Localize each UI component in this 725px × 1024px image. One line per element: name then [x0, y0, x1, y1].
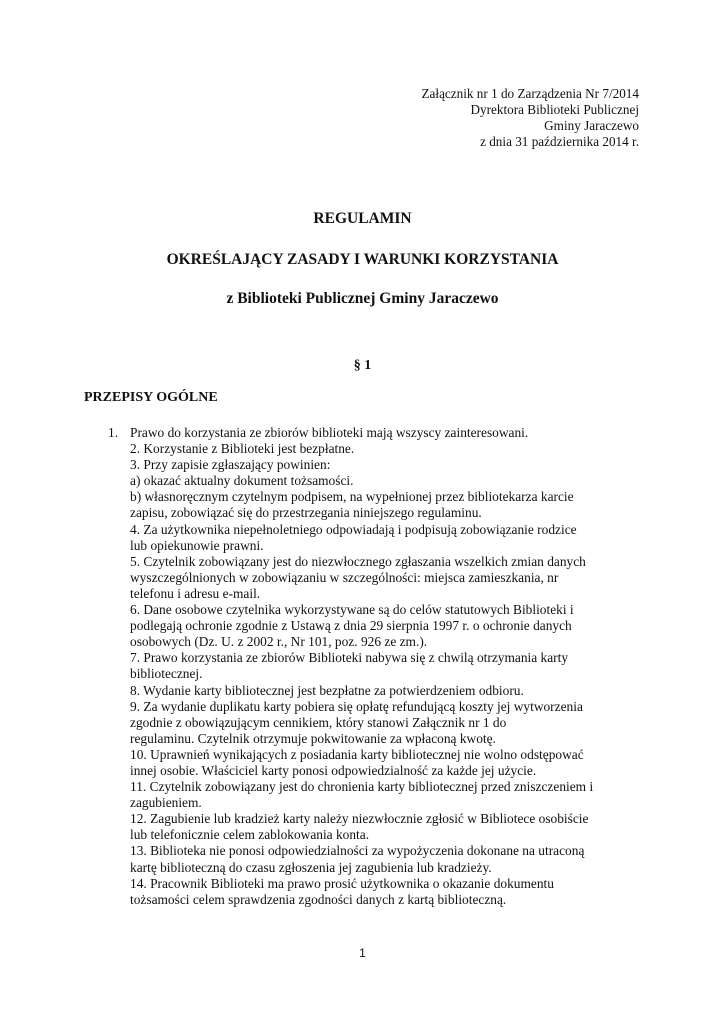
rules-list — [108, 425, 648, 908]
header-line-director: Dyrektora Biblioteki Publicznej — [470, 102, 639, 117]
list-item — [108, 425, 648, 908]
section-heading: PRZEPISY OGÓLNE — [84, 390, 218, 405]
section-sign: § 1 — [353, 358, 372, 373]
document-header — [422, 86, 640, 150]
header-line-municipality: Gminy Jaraczewo — [544, 118, 639, 133]
header-line-date: z dnia 31 października 2014 r. — [480, 134, 639, 149]
document-subtitle: OKREŚLAJĄCY ZASADY I WARUNKI KORZYSTANIA — [166, 251, 559, 268]
rules-text: Prawo do korzystania ze zbiorów biblioteki mają wszyscy zainteresowani. 2. Korzystanie z Biblioteki jest bezpłatne. 3. Przy zapisie zgłaszający powinien: a) okazać aktualny dokument tożsamości. b) własnoręcznym czytelnym podpisem, na wypełnionej przez bibliotekarza karcie zapisu, zobowiązać się do przestrzegania niniejszego regulaminu. 4. Za użytkownika niepełnoletniego odpowiadają i podpisują zobowiązanie rodzice lub opiekunowie prawni. 5. Czytelnik zobowiązany jest do niezwłocznego zgłaszania wszelkich zmian danych wyszczególnionych w zobowiązaniu w szczególności: miejsca zamieszkania, nr telefonu i adresu e-mail. 6. Dane osobowe czytelnika wykorzystywane są do celów statutowych Biblioteki i podlegają ochronie zgodnie z Ustawą z dnia 29 sierpnia 1997 r. o ochronie danych osobowych (Dz. U. z 2002 r., Nr 101, poz. 926 ze zm.). 7. Prawo korzystania ze zbiorów Biblioteki nabywa się z chwilą otrzymania karty bibliotecznej. 8. Wydanie karty bibliotecznej jest bezpłatne za potwierdzeniem odbioru. 9. Za wydanie duplikatu karty pobiera się opłatę refundującą koszty jej wytworzenia zgodnie z obowiązującym cennikiem, który stanowi Załącznik nr 1 do regulaminu. Czytelnik otrzymuje pokwitowanie za wpłaconą kwotę. 10. Uprawnień wynikających z posiadania karty bibliotecznej nie wolno odstępować innej osobie. Właściciel karty ponosi odpowiedzialność za każde jej użycie. 11. Czytelnik zobowiązany jest do chronienia karty bibliotecznej przed zniszczeniem i zagubieniem. 12. Zagubienie lub kradzież karty należy niezwłocznie zgłosić w Bibliotece osobiście lub telefonicznie celem zablokowania konta. 13. Biblioteka nie ponosi odpowiedzialności za wypożyczenia dokonane na utraconą kartę biblioteczną do czasu zgłoszenia jej zagubienia lub kradzieży. 14. Pracownik Biblioteki ma prawo prosić użytkownika o okazanie dokumentu tożsamości celem sprawdzenia zgodności danych z kartą biblioteczną. — [130, 425, 594, 907]
list-item-number: 1. — [108, 425, 119, 440]
document-subtitle-library: z Biblioteki Publicznej Gminy Jaraczewo — [226, 290, 499, 307]
document-title: REGULAMIN — [313, 210, 412, 227]
header-line-attachment: Załącznik nr 1 do Zarządzenia Nr 7/2014 — [421, 86, 639, 101]
page-number: 1 — [359, 946, 366, 960]
